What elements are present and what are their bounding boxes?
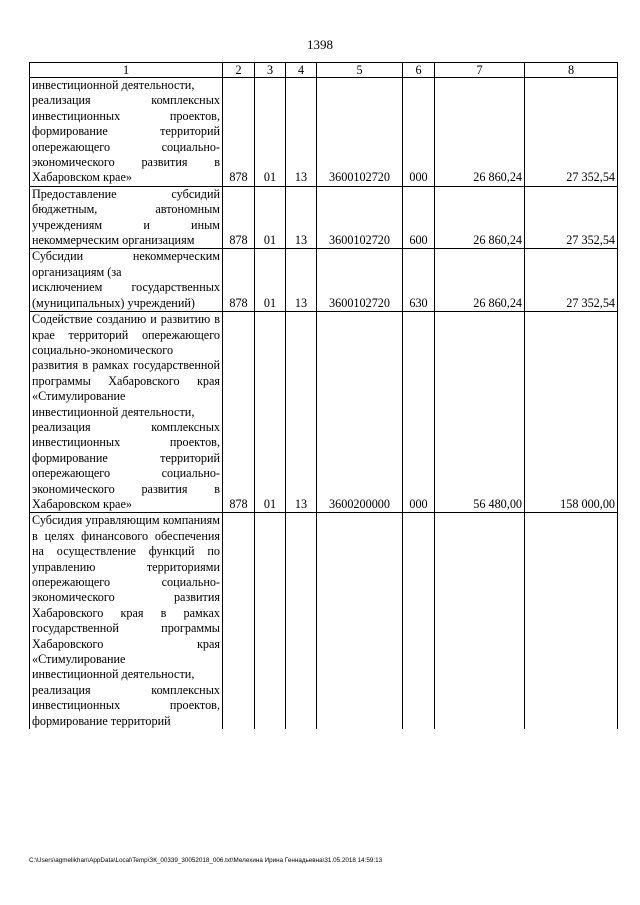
table-row — [30, 513, 618, 729]
row-name: Субсидии некоммерческим организациям (за исключением государственных (муниципальных) учреждений) — [30, 249, 223, 312]
header-cell-3: 3 — [255, 63, 286, 78]
row-target-article: 3600200000 — [317, 312, 403, 513]
row-amount-year2 — [525, 513, 618, 729]
budget-table — [29, 62, 618, 729]
row-amount-year1: 26 860,24 — [435, 78, 525, 187]
row-subsection-code: 13 — [286, 78, 317, 187]
row-name: инвестиционной деятельности, реализация комплексных инвестиционных проектов, формирование территорий опережающего социально-экономического развития в Хабаровском крае» — [30, 78, 223, 187]
header-cell-7: 7 — [435, 63, 525, 78]
row-section-code — [255, 513, 286, 729]
row-expense-type: 630 — [403, 249, 435, 312]
row-target-article — [317, 513, 403, 729]
row-name: Содействие созданию и развитию в крае территорий опережающего социально-экономического развития в рамках государственной программы Хабаровского края «Стимулирование инвестиционной деятельности, реализация комплексных инвестиционных проектов, формирование территорий опережающего социально-экономического развития в Хабаровском крае» — [30, 312, 223, 513]
row-target-article: 3600102720 — [317, 186, 403, 249]
row-target-article: 3600102720 — [317, 78, 403, 187]
header-cell-4: 4 — [286, 63, 317, 78]
header-row — [30, 63, 618, 78]
row-expense-type: 000 — [403, 312, 435, 513]
header-cell-1: 1 — [30, 63, 223, 78]
row-amount-year2: 158 000,00 — [525, 312, 618, 513]
row-section-code: 01 — [255, 312, 286, 513]
table-row — [30, 78, 618, 187]
row-target-article: 3600102720 — [317, 249, 403, 312]
page-number: 1398 — [307, 37, 333, 52]
table-row — [30, 312, 618, 513]
row-amount-year1 — [435, 513, 525, 729]
row-amount-year2: 27 352,54 — [525, 186, 618, 249]
header-cell-8: 8 — [525, 63, 618, 78]
row-section-code: 01 — [255, 249, 286, 312]
row-amount-year2: 27 352,54 — [525, 78, 618, 187]
row-subsection-code: 13 — [286, 186, 317, 249]
row-name: Предоставление субсидий бюджетным, автономным учреждениям и иным некоммерческим организациям — [30, 186, 223, 249]
row-expense-type: 600 — [403, 186, 435, 249]
row-amount-year2: 27 352,54 — [525, 249, 618, 312]
row-ministry-code: 878 — [223, 78, 255, 187]
header-cell-5: 5 — [317, 63, 403, 78]
row-section-code: 01 — [255, 186, 286, 249]
row-amount-year1: 26 860,24 — [435, 249, 525, 312]
row-ministry-code — [223, 513, 255, 729]
row-subsection-code: 13 — [286, 249, 317, 312]
row-ministry-code: 878 — [223, 186, 255, 249]
file-path-footer: C:\Users\agmelikhan\AppData\Local\Temp\ЗК_00339_30052018_006.txt\Мелехина Ирина Геннадьевна\31.05.2018 14:59:13 — [29, 857, 383, 864]
row-subsection-code — [286, 513, 317, 729]
row-section-code: 01 — [255, 78, 286, 187]
row-subsection-code: 13 — [286, 312, 317, 513]
row-ministry-code: 878 — [223, 249, 255, 312]
row-amount-year1: 26 860,24 — [435, 186, 525, 249]
table-row — [30, 249, 618, 312]
row-name: Субсидия управляющим компаниям в целях финансового обеспечения на осуществление функций по управлению территориями опережающего социально-экономического развития Хабаровского края в рамках государственной программы Хабаровского края «Стимулирование инвестиционной деятельности, реализация комплексных инвестиционных проектов, формирование территорий — [30, 513, 223, 729]
header-cell-6: 6 — [403, 63, 435, 78]
table-row — [30, 186, 618, 249]
row-expense-type: 000 — [403, 78, 435, 187]
row-ministry-code: 878 — [223, 312, 255, 513]
header-cell-2: 2 — [223, 63, 255, 78]
row-amount-year1: 56 480,00 — [435, 312, 525, 513]
row-expense-type — [403, 513, 435, 729]
